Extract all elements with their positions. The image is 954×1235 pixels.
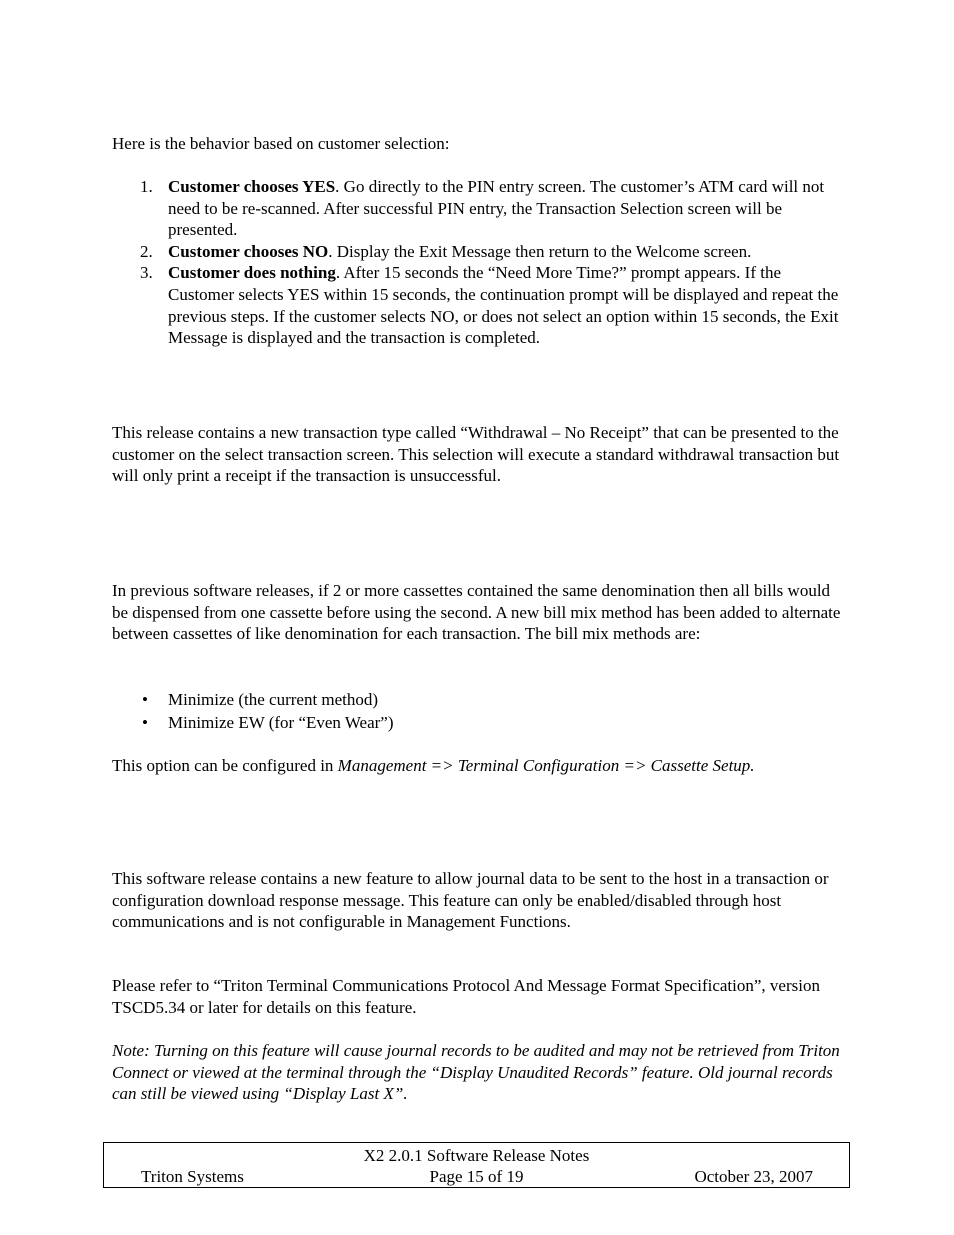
bullet-icon: • bbox=[142, 690, 148, 709]
withdrawal-no-receipt-paragraph: This release contains a new transaction type called “Withdrawal – No Receipt” that can be presented to the customer on the select transaction screen. This selection will execute a standard withdrawal transaction but will only print a receipt if the transaction is unsuccessful. bbox=[112, 423, 840, 486]
footer-page-number: Page 15 of 19 bbox=[429, 1167, 524, 1186]
list-item bbox=[112, 241, 847, 263]
list-number: 2. bbox=[140, 241, 153, 261]
list-number: 1. bbox=[140, 177, 153, 196]
page-footer bbox=[103, 1142, 850, 1188]
customer-selection-list bbox=[112, 176, 847, 349]
list-item bbox=[112, 262, 847, 348]
list-item bbox=[112, 176, 847, 241]
bullet-text: Minimize EW (for “Even Wear”) bbox=[168, 713, 394, 732]
step-title: Customer chooses YES bbox=[168, 177, 336, 196]
footer-document-title: X2 2.0.1 Software Release Notes bbox=[363, 1146, 590, 1165]
footer-date: October 23, 2007 bbox=[694, 1167, 813, 1186]
bill-mix-paragraph: In previous software releases, if 2 or more cassettes contained the same denomination then all bills would be dispensed from one cassette before using the second. A new bill mix method has been added to alternate between cassettes of like denomination for each transaction. The bill mix methods are: bbox=[112, 581, 841, 644]
step-title: Customer chooses NO bbox=[168, 241, 329, 261]
list-number: 3. bbox=[140, 263, 153, 283]
protocol-reference-paragraph: Please refer to “Triton Terminal Communications Protocol And Message Format Specification”, version TSCD5.34 or later for details on this feature. bbox=[112, 976, 820, 1017]
bullet-icon: • bbox=[142, 713, 148, 732]
step-text: . Display the Exit Message then return to the Welcome screen. bbox=[328, 241, 752, 261]
step-title: Customer does nothing bbox=[168, 263, 336, 283]
config-menu-path: Management => Terminal Configuration => Cassette Setup. bbox=[337, 756, 755, 775]
bill-mix-methods-list bbox=[112, 689, 847, 735]
journal-data-paragraph: This software release contains a new feature to allow journal data to be sent to the host in a transaction or configuration download response message. This feature can only be enabled/disabled through host communications and is not configurable in Management Functions. bbox=[112, 869, 829, 932]
config-prefix: This option can be configured in bbox=[112, 756, 338, 775]
list-item bbox=[112, 712, 847, 735]
intro-text: Here is the behavior based on customer selection: bbox=[112, 134, 450, 153]
config-location-text bbox=[112, 755, 847, 777]
bullet-text: Minimize (the current method) bbox=[168, 690, 379, 709]
note-paragraph: Note: Turning on this feature will cause journal records to be audited and may not be retrieved from Triton Connect or viewed at the terminal through the “Display Unaudited Records” feature. Old journal records can still be viewed using “Display Last X”. bbox=[112, 1041, 840, 1104]
step-text: . Go directly to the PIN entry screen. The customer’s ATM card will not need to be re-scanned. After successful PIN entry, the Transaction Selection screen will be presented. bbox=[168, 177, 825, 240]
footer-company: Triton Systems bbox=[141, 1167, 244, 1186]
list-item bbox=[112, 689, 847, 712]
step-text: . After 15 seconds the “Need More Time?” prompt appears. If the Customer selects YES within 15 seconds, the continuation prompt will be displayed and repeat the previous steps. If the customer selects NO, or does not select an option within 15 seconds, the Exit Message is displayed and the transaction is completed. bbox=[168, 263, 839, 348]
